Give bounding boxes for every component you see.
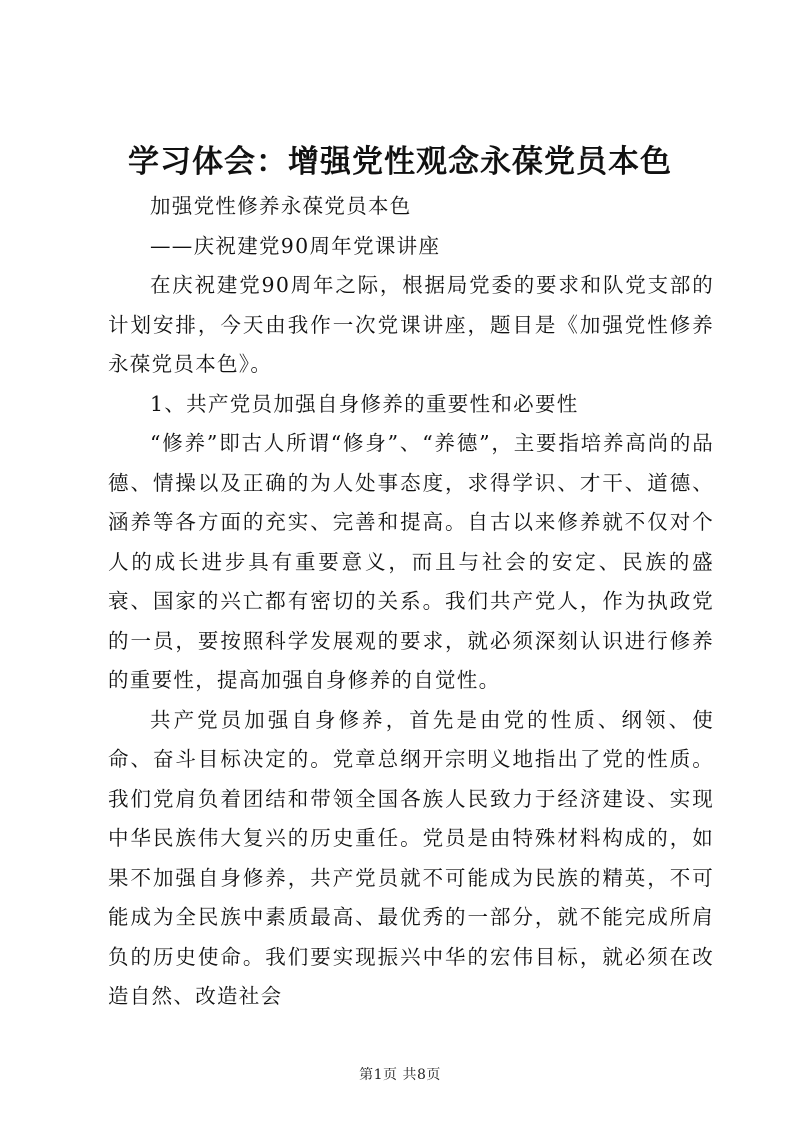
document-body — [108, 187, 714, 1017]
section-heading-1: 1、共产党员加强自身修养的重要性和必要性 — [150, 391, 579, 416]
paragraph-party-nature: 共产党员加强自身修养，首先是由党的性质、纲领、使命、奋斗目标决定的。党章总纲开宗明义地指出了党的性质。我们党肩负着团结和带领全国各族人民致力于经济建设、实现中华民族伟大复兴的历史重任。党员是由特殊材料构成的，如果不加强自身修养，共产党员就不可能成为民族的精英，不可能成为全民族中素质最高、最优秀的一部分，就不能完成所肩负的历史使命。我们要实现振兴中华的宏伟目标，就必须在改造自然、改造社会 — [108, 707, 714, 1008]
page-footer: 第1页 共8页 — [359, 1067, 441, 1083]
document-title: 学习体会：增强党性观念永葆党员本色 — [128, 144, 672, 180]
document-subtitle: 加强党性修养永葆党员本色 — [150, 194, 412, 218]
paragraph-cultivation-definition: “修养”即古人所谓“修身”、“养德”，主要指培养高尚的品德、情操以及正确的为人处事态度，求得学识、才干、道德、涵养等各方面的充实、完善和提高。自古以来修养就不仅对个人的成长进步具有重要意义，而且与社会的安定、民族的盛衰、国家的兴亡都有密切的关系。我们共产党人，作为执政党的一员，要按照科学发展观的要求，就必须深刻认识进行修养的重要性，提高加强自身修养的自觉性。 — [108, 431, 714, 692]
document-subheading: ——庆祝建党90周年党课讲座 — [150, 233, 441, 258]
paragraph-intro: 在庆祝建党90周年之际，根据局党委的要求和队党支部的计划安排，今天由我作一次党课讲座，题目是《加强党性修养永葆党员本色》。 — [108, 273, 714, 376]
